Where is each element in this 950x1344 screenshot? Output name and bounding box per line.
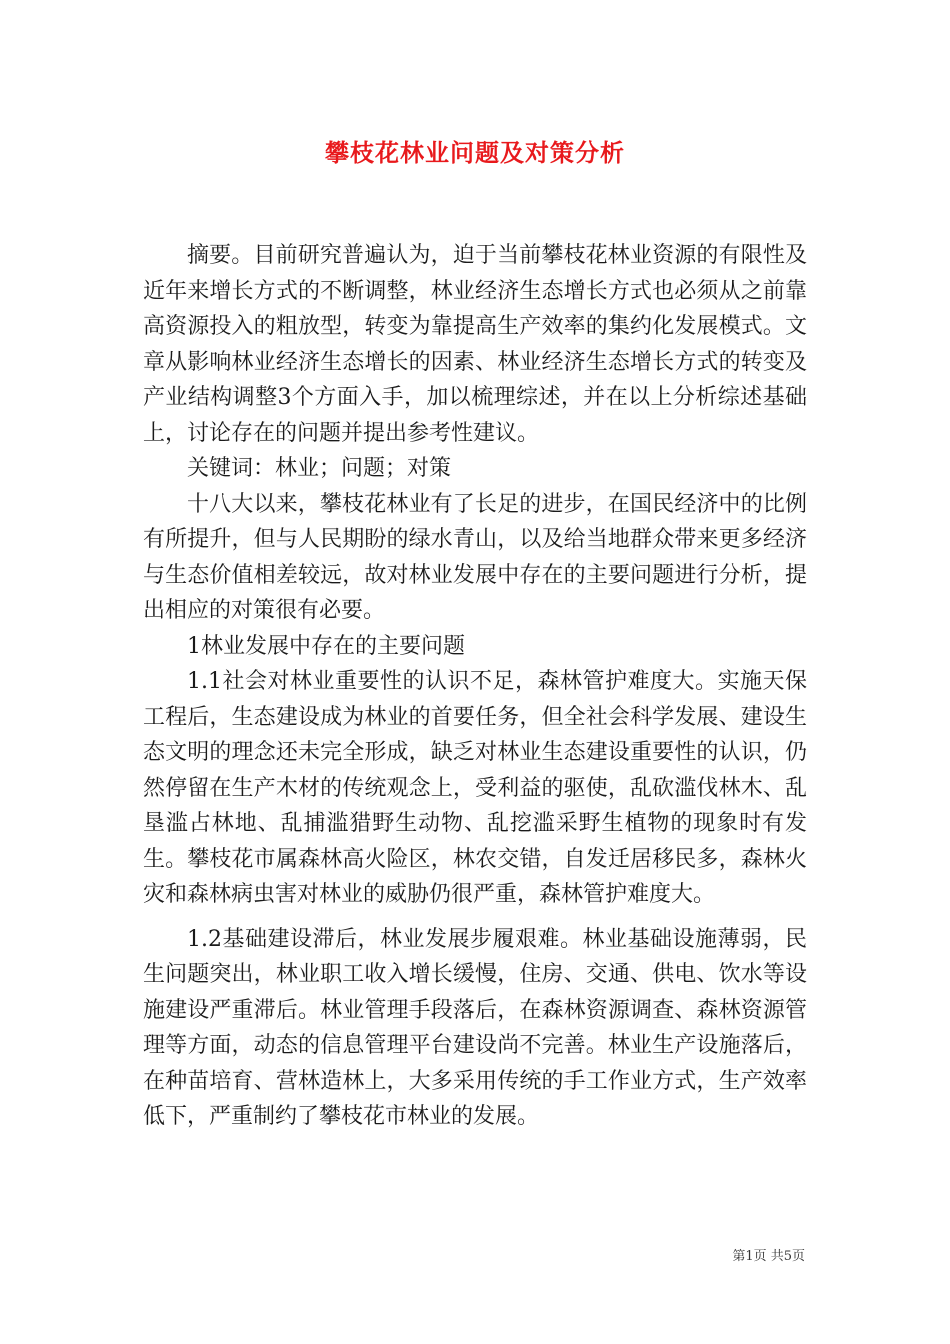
intro-paragraph: 十八大以来，攀枝花林业有了长足的进步，在国民经济中的比例有所提升，但与人民期盼的绿水青山，以及给当地群众带来更多经济与生态价值相差较远，故对林业发展中存在的主要问题进行分析，提出相应的对策很有必要。 [143, 491, 807, 623]
keywords-paragraph: 关键词：林业；问题；对策 [187, 456, 452, 481]
page-number: 第1页 共5页 [732, 1249, 805, 1264]
subsection-paragraph-1-1: 1.1社会对林业重要性的认识不足，森林管护难度大。实施天保工程后，生态建设成为林业的首要任务，但全社会科学发展、建设生态文明的理念还未完全形成，缺乏对林业生态建设重要性的认识，仍然停留在生产木材的传统观念上，受利益的驱使，乱砍滥伐林木、乱垦滥占林地、乱捕滥猎野生动物、乱挖滥采野生植物的现象时有发生。攀枝花市属森林高火险区，林农交错，自发迁居移民多，森林火灾和森林病虫害对林业的威胁仍很严重，森林管护难度大。 [143, 669, 807, 907]
document-body [143, 238, 807, 1135]
document-title: 攀枝花林业问题及对策分析 [325, 139, 625, 167]
section-heading: 1林业发展中存在的主要问题 [187, 633, 465, 659]
subsection-paragraph-1-2: 1.2基础建设滞后，林业发展步履艰难。林业基础设施薄弱，民生问题突出，林业职工收入增长缓慢，住房、交通、供电、饮水等设施建设严重滞后。林业管理手段落后，在森林资源调查、森林资源管理等方面，动态的信息管理平台建设尚不完善。林业生产设施落后，在种苗培育、营林造林上，大多采用传统的手工作业方式，生产效率低下，严重制约了攀枝花市林业的发展。 [143, 926, 807, 1129]
abstract-paragraph: 摘要。目前研究普遍认为，迫于当前攀枝花林业资源的有限性及近年来增长方式的不断调整，林业经济生态增长方式也必须从之前靠高资源投入的粗放型，转变为靠提高生产效率的集约化发展模式。文章从影响林业经济生态增长的因素、林业经济生态增长方式的转变及产业结构调整3个方面入手，加以梳理综述，并在以上分析综述基础上，讨论存在的问题并提出参考性建议。 [143, 243, 807, 446]
